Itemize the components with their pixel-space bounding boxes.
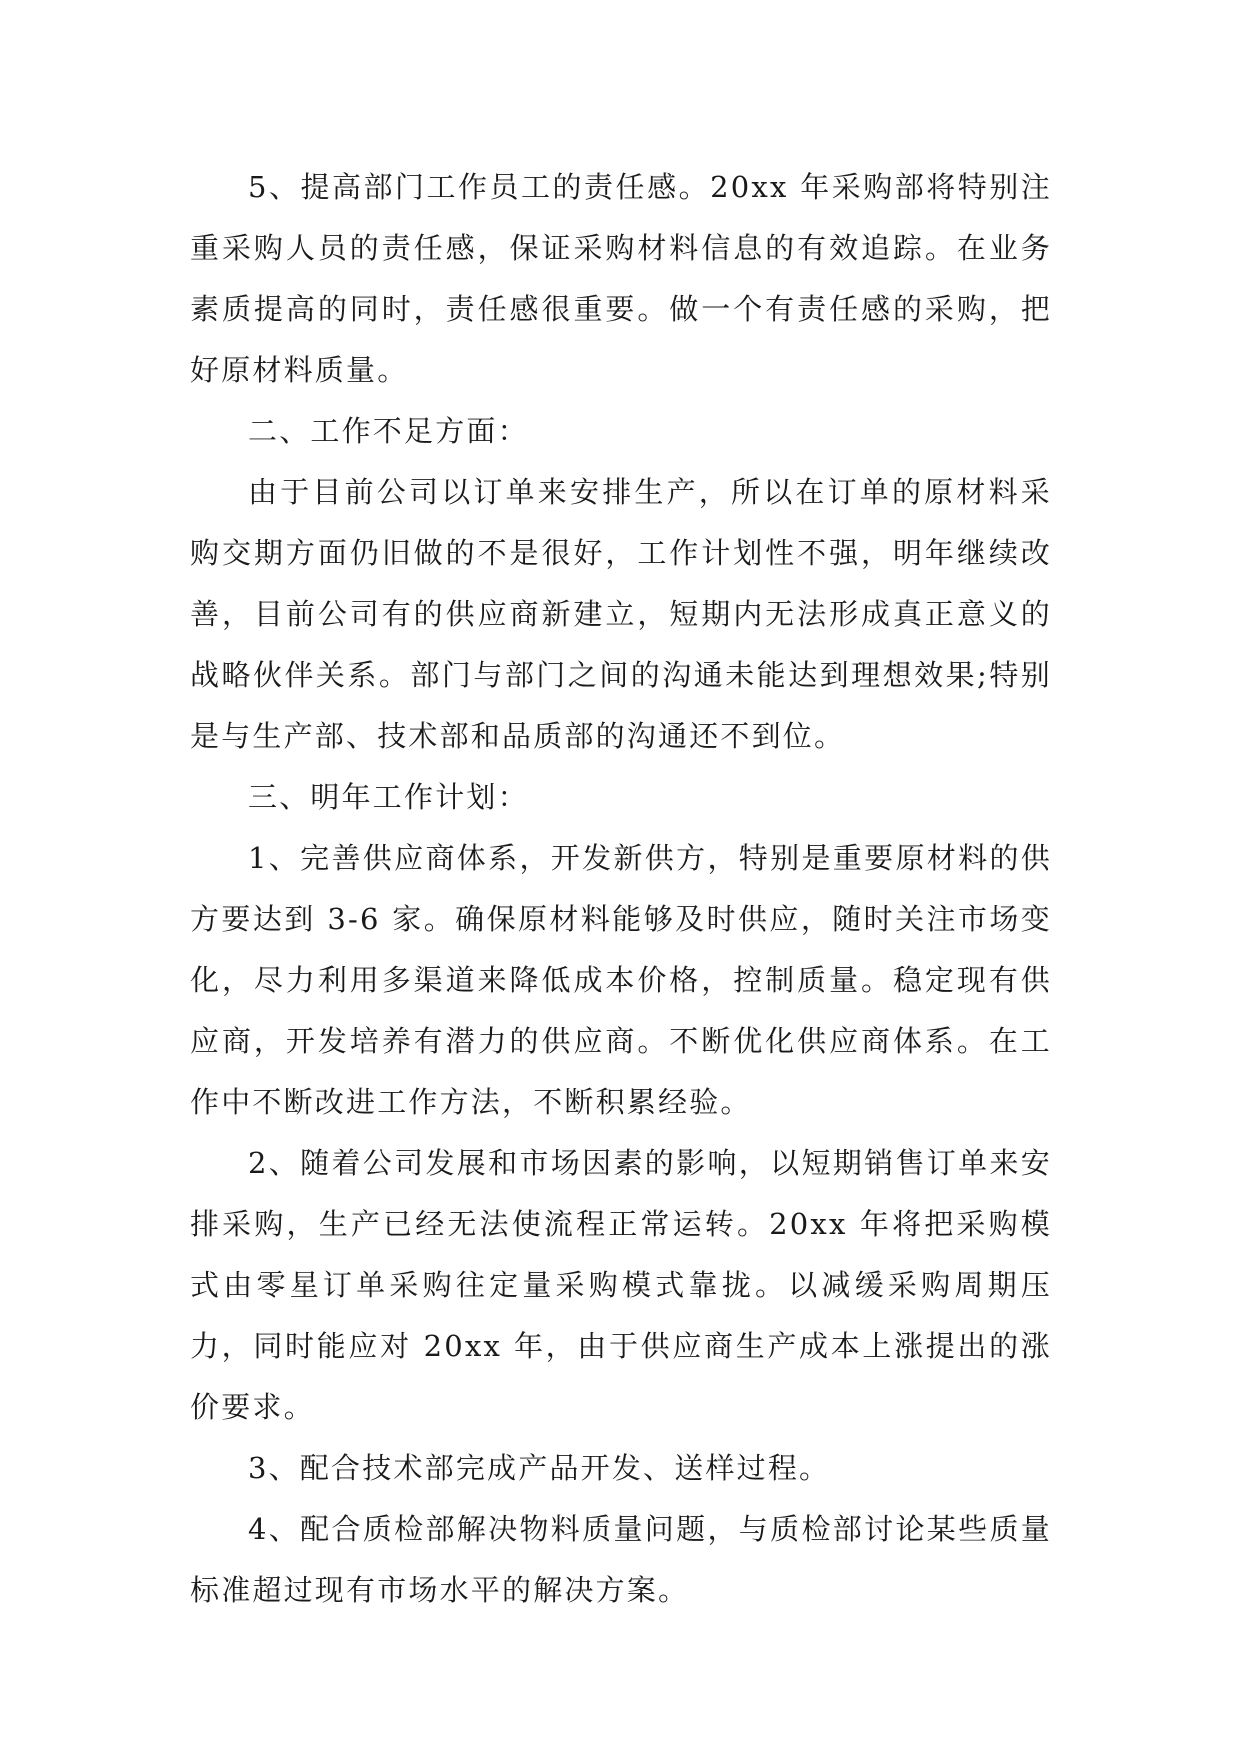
paragraph-plan-item-4: 4、配合质检部解决物料质量问题，与质检部讨论某些质量标准超过现有市场水平的解决方案。 xyxy=(190,1512,1052,1607)
heading-next-year-plan: 三、明年工作计划： xyxy=(248,780,529,814)
document-body xyxy=(190,157,1052,1621)
paragraph-plan-item-3: 3、配合技术部完成产品开发、送样过程。 xyxy=(248,1451,831,1485)
paragraph-shortcomings: 由于目前公司以订单来安排生产，所以在订单的原材料采购交期方面仍旧做的不是很好，工作计划性不强，明年继续改善，目前公司有的供应商新建立，短期内无法形成真正意义的战略伙伴关系。部门与部门之间的沟通未能达到理想效果;特别是与生产部、技术部和品质部的沟通还不到位。 xyxy=(190,475,1052,753)
paragraph-responsibility: 5、提高部门工作员工的责任感。20xx 年采购部将特别注重采购人员的责任感，保证采购材料信息的有效追踪。在业务素质提高的同时，责任感很重要。做一个有责任感的采购，把好原材料质量。 xyxy=(190,170,1052,387)
heading-shortcomings: 二、工作不足方面： xyxy=(248,414,529,448)
paragraph-plan-item-1: 1、完善供应商体系，开发新供方，特别是重要原材料的供方要达到 3-6 家。确保原材料能够及时供应，随时关注市场变化，尽力利用多渠道来降低成本价格，控制质量。稳定现有供应商，开发培养有潜力的供应商。不断优化供应商体系。在工作中不断改进工作方法，不断积累经验。 xyxy=(190,841,1052,1119)
paragraph-plan-item-2: 2、随着公司发展和市场因素的影响，以短期销售订单来安排采购，生产已经无法使流程正常运转。20xx 年将把采购模式由零星订单采购往定量采购模式靠拢。以减缓采购周期压力，同时能应对 20xx 年，由于供应商生产成本上涨提出的涨价要求。 xyxy=(190,1146,1052,1424)
